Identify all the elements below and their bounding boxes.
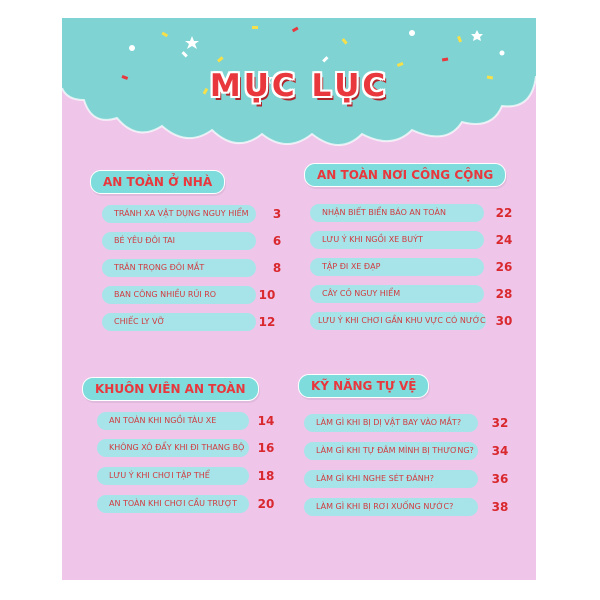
toc-item[interactable]: LÀM GÌ KHI BỊ DỊ VẬT BAY VÀO MẮT?: [304, 414, 478, 432]
book-page: [62, 18, 536, 580]
page-number: 16: [257, 441, 275, 455]
toc-item[interactable]: LƯU Ý KHI CHƠI TẬP THỂ: [97, 467, 249, 485]
toc-item[interactable]: AN TOÀN KHI NGỒI TÀU XE: [97, 412, 249, 430]
toc-item[interactable]: BAN CÔNG NHIỀU RỦI RO: [102, 286, 256, 304]
toc-item[interactable]: CÂY CỎ NGUY HIỂM: [310, 285, 484, 303]
page-number: 20: [257, 497, 275, 511]
page-number: 36: [491, 472, 509, 486]
toc-item[interactable]: LÀM GÌ KHI NGHE SÉT ĐÁNH?: [304, 470, 478, 488]
page-number: 10: [258, 288, 276, 302]
page-number: 22: [495, 206, 513, 220]
page-number: 26: [495, 260, 513, 274]
toc-item[interactable]: NHẬN BIẾT BIỂN BÁO AN TOÀN: [310, 204, 484, 222]
toc-item[interactable]: LƯU Ý KHI CHƠI GẦN KHU VỰC CÓ NƯỚC: [310, 312, 486, 330]
page-number: 8: [272, 261, 282, 275]
toc-item[interactable]: CHIẾC LY VỠ: [102, 313, 256, 331]
page-number: 14: [257, 414, 275, 428]
toc-item[interactable]: AN TOÀN KHI CHƠI CẦU TRƯỢT: [97, 495, 249, 513]
page-title: MỤC LỤC: [209, 68, 389, 104]
toc-item[interactable]: TẬP ĐI XE ĐẠP: [310, 258, 484, 276]
page-number: 3: [272, 207, 282, 221]
toc-item[interactable]: BÉ YÊU ĐÔI TAI: [102, 232, 256, 250]
page-number: 18: [257, 469, 275, 483]
page-number: 28: [495, 287, 513, 301]
section-header-campus-safety: KHUÔN VIÊN AN TOÀN: [82, 377, 259, 401]
toc-item[interactable]: TRÁNH XA VẬT DỤNG NGUY HIỂM: [102, 205, 256, 223]
section-header-home-safety: AN TOÀN Ở NHÀ: [90, 170, 225, 194]
toc-item[interactable]: LÀM GÌ KHI TỰ ĐÂM MÌNH BỊ THƯƠNG?: [304, 442, 478, 460]
page-number: 32: [491, 416, 509, 430]
toc-item[interactable]: TRÂN TRỌNG ĐÔI MẮT: [102, 259, 256, 277]
page-number: 38: [491, 500, 509, 514]
page-number: 24: [495, 233, 513, 247]
toc-item[interactable]: KHÔNG XÔ ĐẨY KHI ĐI THANG BỘ: [97, 439, 249, 457]
toc-item[interactable]: LÀM GÌ KHI BỊ RƠI XUỐNG NƯỚC?: [304, 498, 478, 516]
section-header-self-defense: KỸ NĂNG TỰ VỆ: [298, 374, 429, 398]
page-number: 30: [495, 314, 513, 328]
page-number: 12: [258, 315, 276, 329]
toc-item[interactable]: LƯU Ý KHI NGỒI XE BUÝT: [310, 231, 484, 249]
page-number: 6: [272, 234, 282, 248]
page-number: 34: [491, 444, 509, 458]
section-header-public-safety: AN TOÀN NƠI CÔNG CỘNG: [304, 163, 506, 187]
